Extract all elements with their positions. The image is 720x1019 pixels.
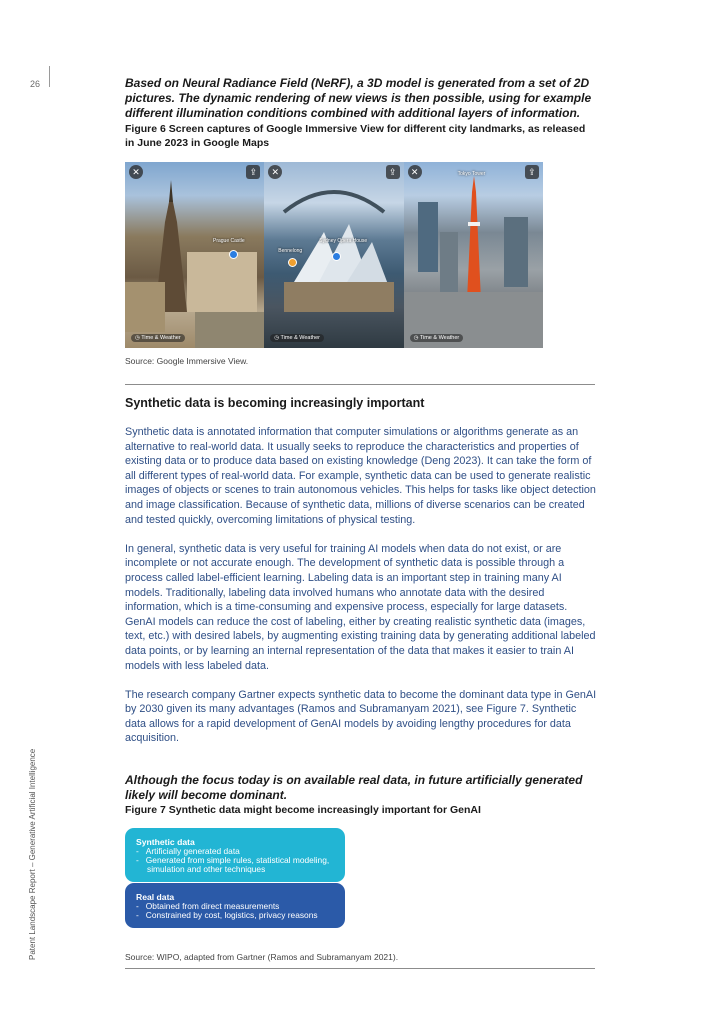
page-number-rule bbox=[49, 66, 50, 87]
share-icon[interactable]: ⇪ bbox=[525, 165, 539, 179]
location-pin-icon[interactable] bbox=[229, 250, 238, 259]
photo-sydney bbox=[264, 162, 403, 348]
bullet: - bbox=[136, 846, 139, 856]
tokyo-scene bbox=[404, 162, 543, 348]
divider bbox=[125, 968, 595, 969]
box-item-text: Obtained from direct measurements bbox=[145, 901, 280, 911]
box-item bbox=[136, 856, 334, 874]
time-weather-button[interactable]: ◷ Time & Weather bbox=[131, 334, 185, 342]
share-icon[interactable]: ⇪ bbox=[386, 165, 400, 179]
paragraph: Synthetic data is annotated information that computer simulations or algorithms generate as an alternative to real-world data. It usually seeks to reproduce the characteristics and properties of existing data or to produce data based on existing knowledge (Deng 2023). It can take the form of all different types of real-world data. For example, synthetic data can be used to generate realistic images of objects or scenes to train autonomous vehicles. This helps for tasks like object detection and image classification. Because of synthetic data, millions of diverse scenarios can be created and tested quickly, overcoming limitations of physical testing. bbox=[125, 426, 596, 526]
synthetic-data-box bbox=[125, 828, 345, 882]
section-body bbox=[125, 425, 597, 746]
close-icon[interactable]: ✕ bbox=[408, 165, 422, 179]
time-weather-button[interactable]: ◷ Time & Weather bbox=[410, 334, 464, 342]
box-item-text: Artificially generated data bbox=[145, 846, 240, 856]
time-weather-label: Time & Weather bbox=[280, 335, 320, 341]
close-icon[interactable]: ✕ bbox=[268, 165, 282, 179]
real-data-box bbox=[125, 883, 345, 928]
share-icon[interactable]: ⇪ bbox=[246, 165, 260, 179]
figure-6-caption: Figure 6 Screen captures of Google Immersive View for different city landmarks, as released in June 2023 in Google Maps bbox=[125, 123, 586, 149]
section-heading: Synthetic data is becoming increasingly important bbox=[125, 396, 425, 410]
figure-7-caption: Figure 7 Synthetic data might become increasingly important for GenAI bbox=[125, 804, 481, 816]
bullet: - bbox=[136, 855, 139, 865]
box-title: Real data bbox=[136, 892, 175, 902]
bullet: - bbox=[136, 901, 139, 911]
landmark-label: Tokyo Tower bbox=[457, 171, 486, 177]
box-item-text: Constrained by cost, logistics, privacy reasons bbox=[145, 910, 318, 920]
figure-7-lead: Although the focus today is on available real data, in future artificially generated likely will become dominant. bbox=[125, 773, 583, 802]
page-number: 26 bbox=[30, 79, 41, 89]
nerf-lead: Based on Neural Radiance Field (NeRF), a 3D model is generated from a set of 2D pictures. The dynamic rendering of new views is then possible, using for example different illumination conditions combined with additional layers of information. bbox=[125, 76, 592, 120]
box-item-text: Generated from simple rules, statistical modeling, simulation and other techniques bbox=[145, 855, 330, 874]
bullet: - bbox=[136, 910, 139, 920]
prague-scene bbox=[125, 162, 264, 348]
figure-7-source: Source: WIPO, adapted from Gartner (Ramos and Subramanyam 2021). bbox=[125, 952, 399, 962]
time-weather-button[interactable]: ◷ Time & Weather bbox=[270, 334, 324, 342]
time-weather-label: Time & Weather bbox=[141, 335, 181, 341]
landmark-screenshots bbox=[125, 162, 543, 348]
paragraph: In general, synthetic data is very useful for training AI models when data do not exist, or are incomplete or not accurate enough. The development of synthetic data is possible through a process called label-efficient learning. Labeling data is an important step in training many AI models. Traditionally, labeling data involved humans who annotate data with the desired information, which is a time-consuming and expensive process, especially for large datasets. GenAI models can reduce the cost of labeling, either by creating realistic synthetic data (images, text, etc.) with desired labels, by augmenting existing training data by generating additional labeled data points, or by learning an internal representation of the data that makes it easier to train AI models with less labeled data. bbox=[125, 542, 596, 672]
landmark-label: Prague Castle bbox=[213, 238, 245, 244]
landmark-label: Sydney Opera House bbox=[319, 238, 368, 244]
figure-6-source: Source: Google Immersive View. bbox=[125, 356, 249, 366]
landmark-label: Bennelong bbox=[278, 248, 303, 254]
side-running-title: Patent Landscape Report – Generative Artificial Intelligence bbox=[28, 748, 37, 960]
close-icon[interactable]: ✕ bbox=[129, 165, 143, 179]
box-title: Synthetic data bbox=[136, 837, 195, 847]
time-weather-label: Time & Weather bbox=[419, 335, 460, 341]
paragraph: The research company Gartner expects synthetic data to become the dominant data type in GenAI by 2030 given its many advantages (Ramos and Subramanyam 2021), see Figure 7. Synthetic data allows for a rapid development of GenAI models by avoiding lengthy procedures for data acquisition. bbox=[125, 688, 597, 745]
photo-tokyo bbox=[404, 162, 543, 348]
box-item bbox=[136, 911, 334, 920]
photo-prague bbox=[125, 162, 264, 348]
divider bbox=[125, 384, 595, 385]
